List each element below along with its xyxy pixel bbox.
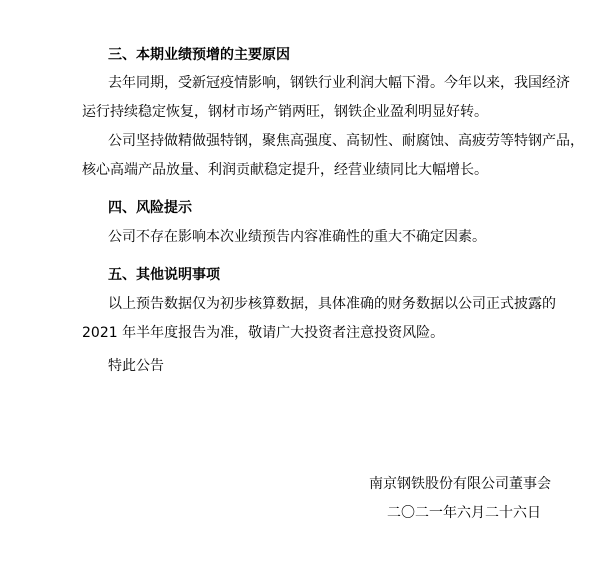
section-5-para-1-line-1: 以上预告数据仅为初步核算数据，具体准确的财务数据以公司正式披露的 (108, 296, 556, 312)
section-3-para-2-line-2: 核心高端产品放量、利润贡献稳定提升，经营业绩同比大幅增长。 (82, 162, 488, 178)
section-4-heading: 四、风险提示 (108, 200, 192, 216)
signature-company: 南京钢铁股份有限公司董事会 (369, 476, 551, 492)
section-3-para-2-line-1: 公司坚持做精做强特钢，聚焦高强度、高韧性、耐腐蚀、高疲劳等特钢产品， (108, 133, 584, 149)
section-4-para-1-line-1: 公司不存在影响本次业绩预告内容准确性的重大不确定因素。 (108, 229, 486, 245)
signature-date: 二〇二一年六月二十六日 (387, 505, 541, 521)
section-3-heading: 三、本期业绩预增的主要原因 (108, 47, 290, 63)
closing-statement: 特此公告 (108, 358, 164, 374)
section-3-para-1-line-1: 去年同期，受新冠疫情影响，钢铁行业利润大幅下滑。今年以来，我国经济 (108, 75, 570, 91)
section-5-para-1-line-2: 2021 年半年度报告为准，敬请广大投资者注意投资风险。 (82, 325, 445, 341)
section-5-heading: 五、其他说明事项 (108, 267, 220, 283)
section-3-para-1-line-2: 运行持续稳定恢复，钢材市场产销两旺，钢铁企业盈利明显好转。 (82, 104, 488, 120)
